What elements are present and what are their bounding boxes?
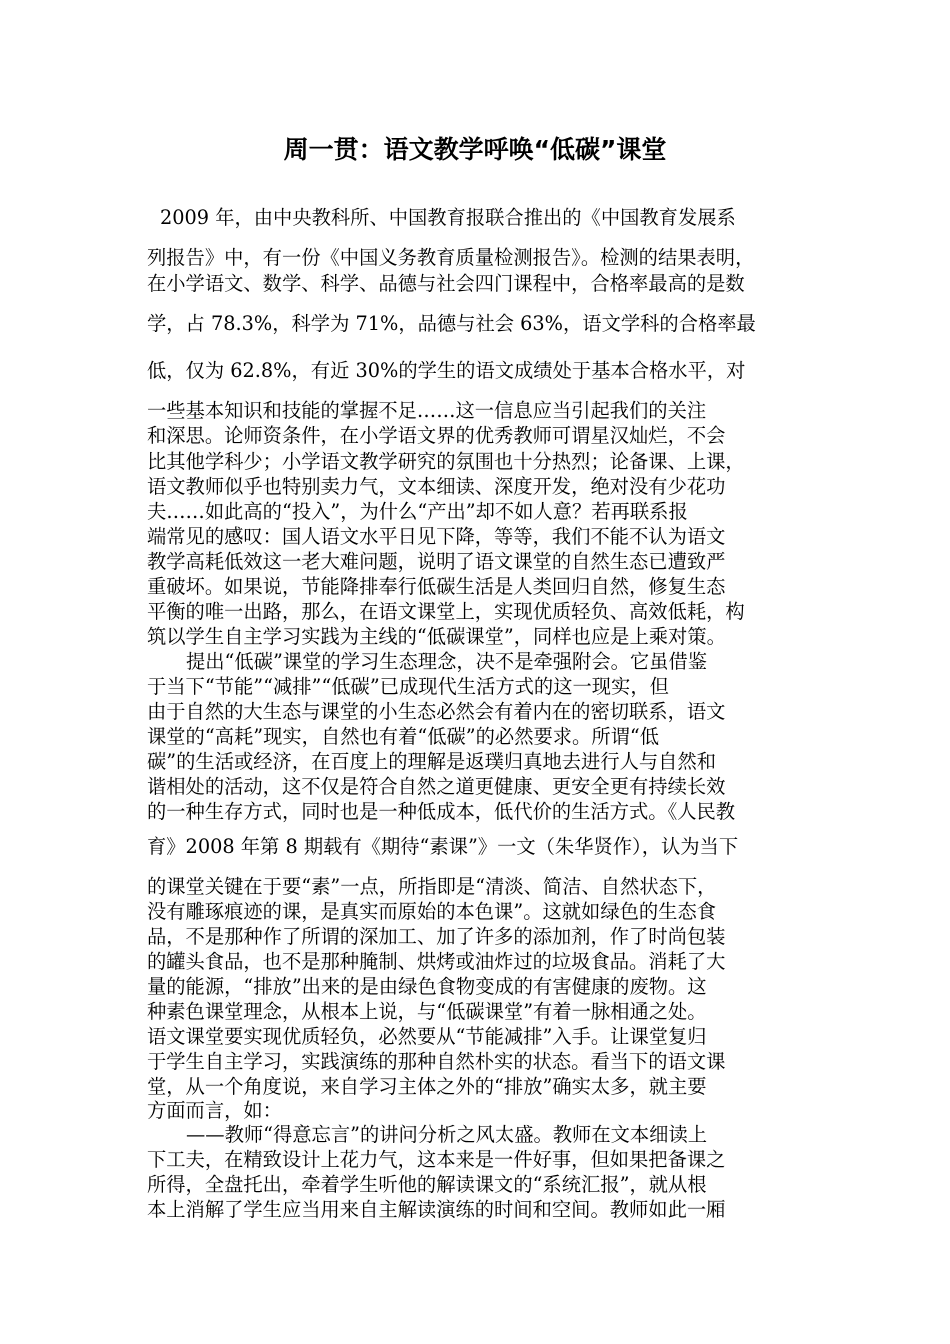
text-line: 一些基本知识和技能的掌握不足……这一信息应当引起我们的关注 bbox=[147, 399, 707, 422]
text-line: 谐相处的活动，这不仅是符合自然之道更健康、更安全更有持续长效 bbox=[147, 775, 726, 798]
text-line: 量的能源，“排放”出来的是由绿色食物变成的有害健康的废物。这 bbox=[147, 975, 707, 998]
text-line: 学，占 78.3%，科学为 71%，品德与社会 63%，语文学科的合格率最 bbox=[147, 312, 756, 335]
text-line: 育》2008 年第 8 期载有《期待“素课”》一文（朱华贤作），认为当下 bbox=[147, 835, 739, 858]
text-line: 种素色课堂理念，从根本上说，与“低碳课堂”有着一脉相通之处。 bbox=[147, 1000, 707, 1023]
text-line: 于学生自主学习，实践演练的那种自然朴实的状态。看当下的语文课 bbox=[147, 1050, 726, 1073]
text-line: 在小学语文、数学、科学、品德与社会四门课程中，合格率最高的是数 bbox=[147, 272, 745, 295]
text-line: 和深思。论师资条件，在小学语文界的优秀教师可谓星汉灿烂，不会 bbox=[147, 424, 726, 447]
text-line: 课堂的“高耗”现实，自然也有着“低碳”的必然要求。所谓“低 bbox=[147, 725, 660, 748]
text-line: 所得，全盘托出，牵着学生听他的解读课文的“系统汇报”，就从根 bbox=[147, 1173, 707, 1196]
text-line: 的一种生存方式，同时也是一种低成本，低代价的生活方式。《人民教 bbox=[147, 800, 736, 823]
text-line: 品，不是那种作了所谓的深加工、加了许多的添加剂，作了时尚包装 bbox=[147, 925, 726, 948]
text-line: 筑以学生自主学习实践为主线的“低碳课堂”，同样也应是上乘对策。 bbox=[147, 625, 726, 648]
text-line: 碳”的生活或经济，在百度上的理解是返璞归真地去进行人与自然和 bbox=[147, 750, 717, 773]
text-line: 提出“低碳”课堂的学习生态理念，决不是牵强附会。它虽借鉴 bbox=[186, 650, 708, 673]
text-line: 由于自然的大生态与课堂的小生态必然会有着内在的密切联系，语文 bbox=[147, 700, 726, 723]
text-line: 的罐头食品，也不是那种腌制、烘烤或油炸过的垃圾食品。消耗了大 bbox=[147, 950, 726, 973]
text-line: 下工夫，在精致设计上花力气，这本来是一件好事，但如果把备课之 bbox=[147, 1148, 726, 1171]
text-line: 2009 年，由中央教科所、中国教育报联合推出的《中国教育发展系 bbox=[160, 206, 736, 229]
text-line: 教学高耗低效这一老大难问题，说明了语文课堂的自然生态已遭致严 bbox=[147, 550, 726, 573]
text-line: 没有雕琢痕迹的课，是真实而原始的本色课”。这就如绿色的生态食 bbox=[147, 900, 717, 923]
text-line: 的课堂关键在于要“素”一点，所指即是“清淡、简洁、自然状态下， bbox=[147, 875, 717, 898]
text-line: 夫……如此高的“投入”，为什么“产出”却不如人意？若再联系报 bbox=[147, 500, 688, 523]
text-line: 重破坏。如果说，节能降排奉行低碳生活是人类回归自然，修复生态 bbox=[147, 575, 726, 598]
text-line: 低，仅为 62.8%，有近 30%的学生的语文成绩处于基本合格水平，对 bbox=[147, 359, 746, 382]
text-line: 列报告》中，有一份《中国义务教育质量检测报告》。检测的结果表明， bbox=[147, 246, 755, 269]
text-line: 于当下“节能”“减排”“低碳”已成现代生活方式的这一现实，但 bbox=[147, 675, 669, 698]
text-line: 比其他学科少；小学语文教学研究的氛围也十分热烈；论备课、上课， bbox=[147, 450, 745, 473]
text-line: 本上消解了学生应当用来自主解读演练的时间和空间。教师如此一厢 bbox=[147, 1198, 726, 1221]
text-line: 语文课堂要实现优质轻负，必然要从“节能减排”入手。让课堂复归 bbox=[147, 1025, 707, 1048]
text-line: 堂，从一个角度说，来自学习主体之外的“排放”确实太多，就主要 bbox=[147, 1075, 707, 1098]
text-line: 平衡的唯一出路，那么，在语文课堂上，实现优质轻负、高效低耗，构 bbox=[147, 600, 745, 623]
document-title: 周一贯：语文教学呼唤“低碳”课堂 bbox=[283, 135, 667, 164]
text-line: 语文教师似乎也特别卖力气，文本细读、深度开发，绝对没有少花功 bbox=[147, 475, 726, 498]
text-line: ——教师“得意忘言”的讲问分析之风太盛。教师在文本细读上 bbox=[186, 1123, 708, 1146]
text-line: 端常见的感叹：国人语文水平日见下降，等等，我们不能不认为语文 bbox=[147, 525, 726, 548]
text-line: 方面而言，如： bbox=[147, 1099, 282, 1122]
